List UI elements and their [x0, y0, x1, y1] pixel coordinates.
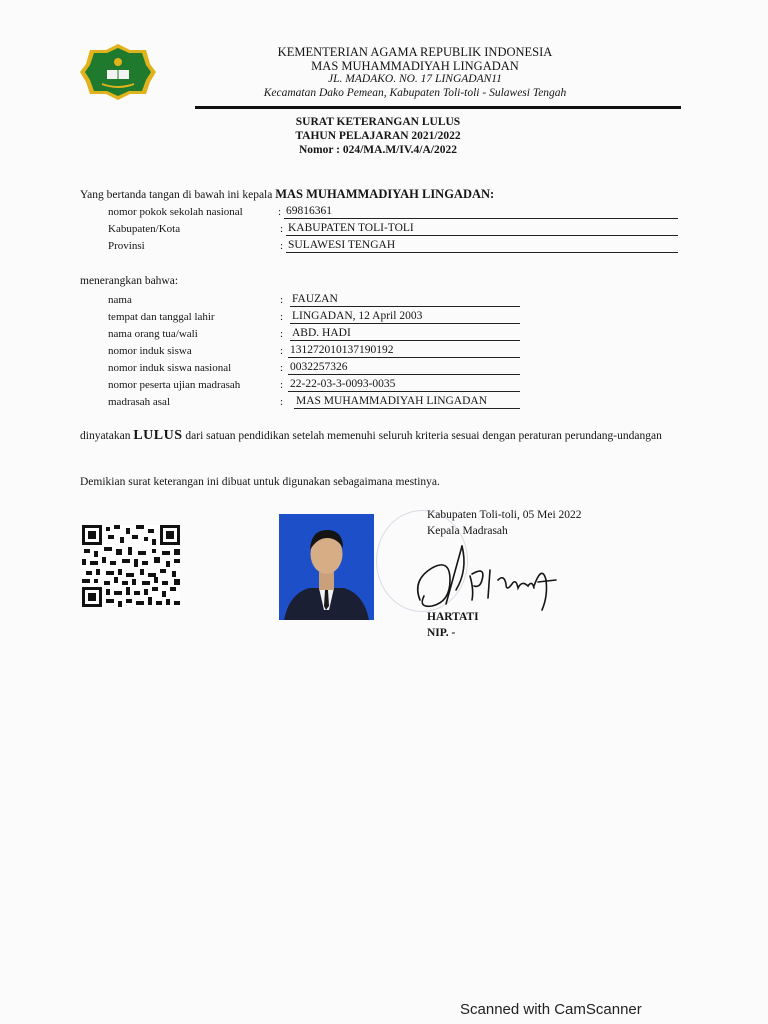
school-info-label: Provinsi	[108, 240, 145, 252]
document-title: SURAT KETERANGAN LULUS	[295, 116, 461, 128]
ministry-name: KEMENTERIAN AGAMA REPUBLIK INDONESIA	[277, 45, 553, 59]
student-birth: LINGADAN, 12 April 2003	[290, 309, 520, 324]
student-guardian: ABD. HADI	[290, 326, 520, 341]
student-name: FAUZAN	[290, 292, 520, 307]
signature-position: Kepala Madrasah	[427, 525, 508, 537]
closing-text: Demikian surat keterangan ini dibuat untuk digunakan sebagaimana mestinya.	[80, 476, 440, 488]
signatory-nip: NIP. -	[427, 627, 456, 639]
header-divider	[195, 106, 681, 109]
school-name: MAS MUHAMMADIYAH LINGADAN	[311, 59, 519, 73]
declares-text: menerangkan bahwa:	[80, 275, 179, 287]
student-photo	[279, 514, 374, 620]
student-info-label: nama orang tua/wali	[108, 328, 198, 340]
student-origin-school: MAS MUHAMMADIYAH LINGADAN	[294, 394, 520, 409]
school-info-label: Kabupaten/Kota	[108, 223, 181, 235]
colon: :	[280, 294, 284, 306]
colon: :	[280, 362, 284, 374]
school-info-value: 69816361	[284, 204, 678, 219]
signatory-name: HARTATI	[427, 611, 479, 623]
student-nis: 131272010137190192	[288, 343, 520, 358]
school-address: JL. MADAKO. NO. 17 LINGADAN11	[328, 73, 502, 85]
signature-place-date: Kabupaten Toli-toli, 05 Mei 2022	[427, 509, 582, 521]
student-info-label: nomor induk siswa	[108, 345, 192, 357]
colon: :	[280, 240, 284, 252]
school-district: Kecamatan Dako Pemean, Kabupaten Toli-toli - Sulawesi Tengah	[263, 87, 567, 99]
result-status: LULUS	[133, 428, 183, 443]
document-number: Nomor : 024/MA.M/IV.4/A/2022	[298, 144, 457, 156]
intro-line	[80, 187, 494, 202]
signature-icon	[410, 540, 560, 612]
colon: :	[280, 223, 284, 235]
student-info-label: madrasah asal	[108, 396, 170, 408]
result-before: dinyatakan	[80, 430, 131, 442]
colon: :	[280, 345, 284, 357]
student-nisn: 0032257326	[288, 360, 520, 375]
qr-code-icon	[82, 525, 180, 607]
intro-school: MAS MUHAMMADIYAH LINGADAN:	[275, 187, 495, 201]
colon: :	[280, 311, 284, 323]
student-info-label: tempat dan tanggal lahir	[108, 311, 215, 323]
colon: :	[278, 206, 282, 218]
school-info-value: SULAWESI TENGAH	[286, 238, 678, 253]
result-paragraph	[80, 428, 680, 444]
colon: :	[280, 379, 284, 391]
student-exam-number: 22-22-03-3-0093-0035	[288, 377, 520, 392]
school-info-value: KABUPATEN TOLI-TOLI	[286, 221, 678, 236]
colon: :	[280, 396, 284, 408]
student-info-label: nomor induk siswa nasional	[108, 362, 232, 374]
kemenag-logo-icon	[80, 42, 156, 100]
student-info-label: nomor peserta ujian madrasah	[108, 379, 241, 391]
student-info-label: nama	[108, 294, 132, 306]
result-after: dari satuan pendidikan setelah memenuhi seluruh kriteria sesuai dengan peraturan perundang-undangan	[185, 430, 662, 442]
intro-text: Yang bertanda tangan di bawah ini kepala	[80, 189, 273, 201]
school-info-label: nomor pokok sekolah nasional	[108, 206, 243, 218]
camscanner-watermark: Scanned with CamScanner	[460, 1001, 642, 1018]
academic-year: TAHUN PELAJARAN 2021/2022	[295, 130, 461, 142]
colon: :	[280, 328, 284, 340]
